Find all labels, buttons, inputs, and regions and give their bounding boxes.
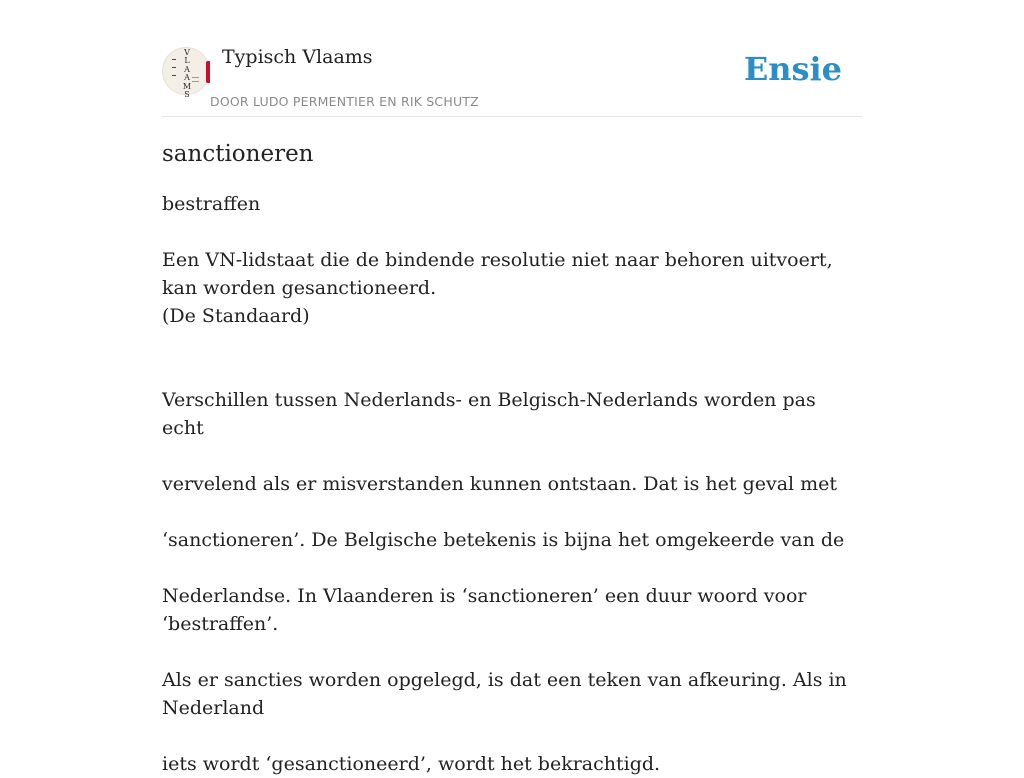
avatar-red-tick <box>172 67 176 68</box>
avatar-red-tick <box>172 75 176 76</box>
publication-avatar[interactable] <box>162 47 210 100</box>
entry-article <box>162 138 862 778</box>
avatar-logo-letters: V L A A M S <box>182 48 192 100</box>
entry-definition: bestraffen <box>162 193 261 215</box>
body-line: ‘sanctioneren’. De Belgische betekenis is bijna het omgekeerde van de <box>162 529 845 551</box>
publication-title-link[interactable]: Typisch Vlaams <box>222 46 373 68</box>
example-quote: Een VN-lidstaat die de bindende resolutie niet naar behoren uitvoert, kan worden gesanctioneerd. <box>162 249 833 299</box>
example-source: (De Standaard) <box>162 305 310 327</box>
avatar-red-tick <box>172 59 176 60</box>
avatar-red-edge <box>206 61 210 83</box>
ensie-logo-link[interactable]: Ensie <box>743 50 842 88</box>
publication-header <box>162 44 862 117</box>
body-line: iets wordt ‘gesanctioneerd’, wordt het bekrachtigd. <box>162 753 661 775</box>
entry-body-text <box>162 358 862 778</box>
avatar-grey-mark <box>192 77 199 78</box>
avatar-grey-mark <box>192 81 199 82</box>
body-line: Nederlandse. In Vlaanderen is ‘sanctioneren’ een duur woord voor ‘bestraffen’. <box>162 585 807 635</box>
body-line: Verschillen tussen Nederlands- en Belgisch-Nederlands worden pas echt <box>162 389 816 439</box>
entry-headword: sanctioneren <box>162 141 314 167</box>
body-line: Als er sancties worden opgelegd, is dat een teken van afkeuring. Als in Nederland <box>162 669 847 719</box>
publication-byline: DOOR LUDO PERMENTIER EN RIK SCHUTZ <box>210 94 479 109</box>
body-line: vervelend als er misverstanden kunnen ontstaan. Dat is het geval met <box>162 473 838 495</box>
entry-example <box>162 246 862 330</box>
